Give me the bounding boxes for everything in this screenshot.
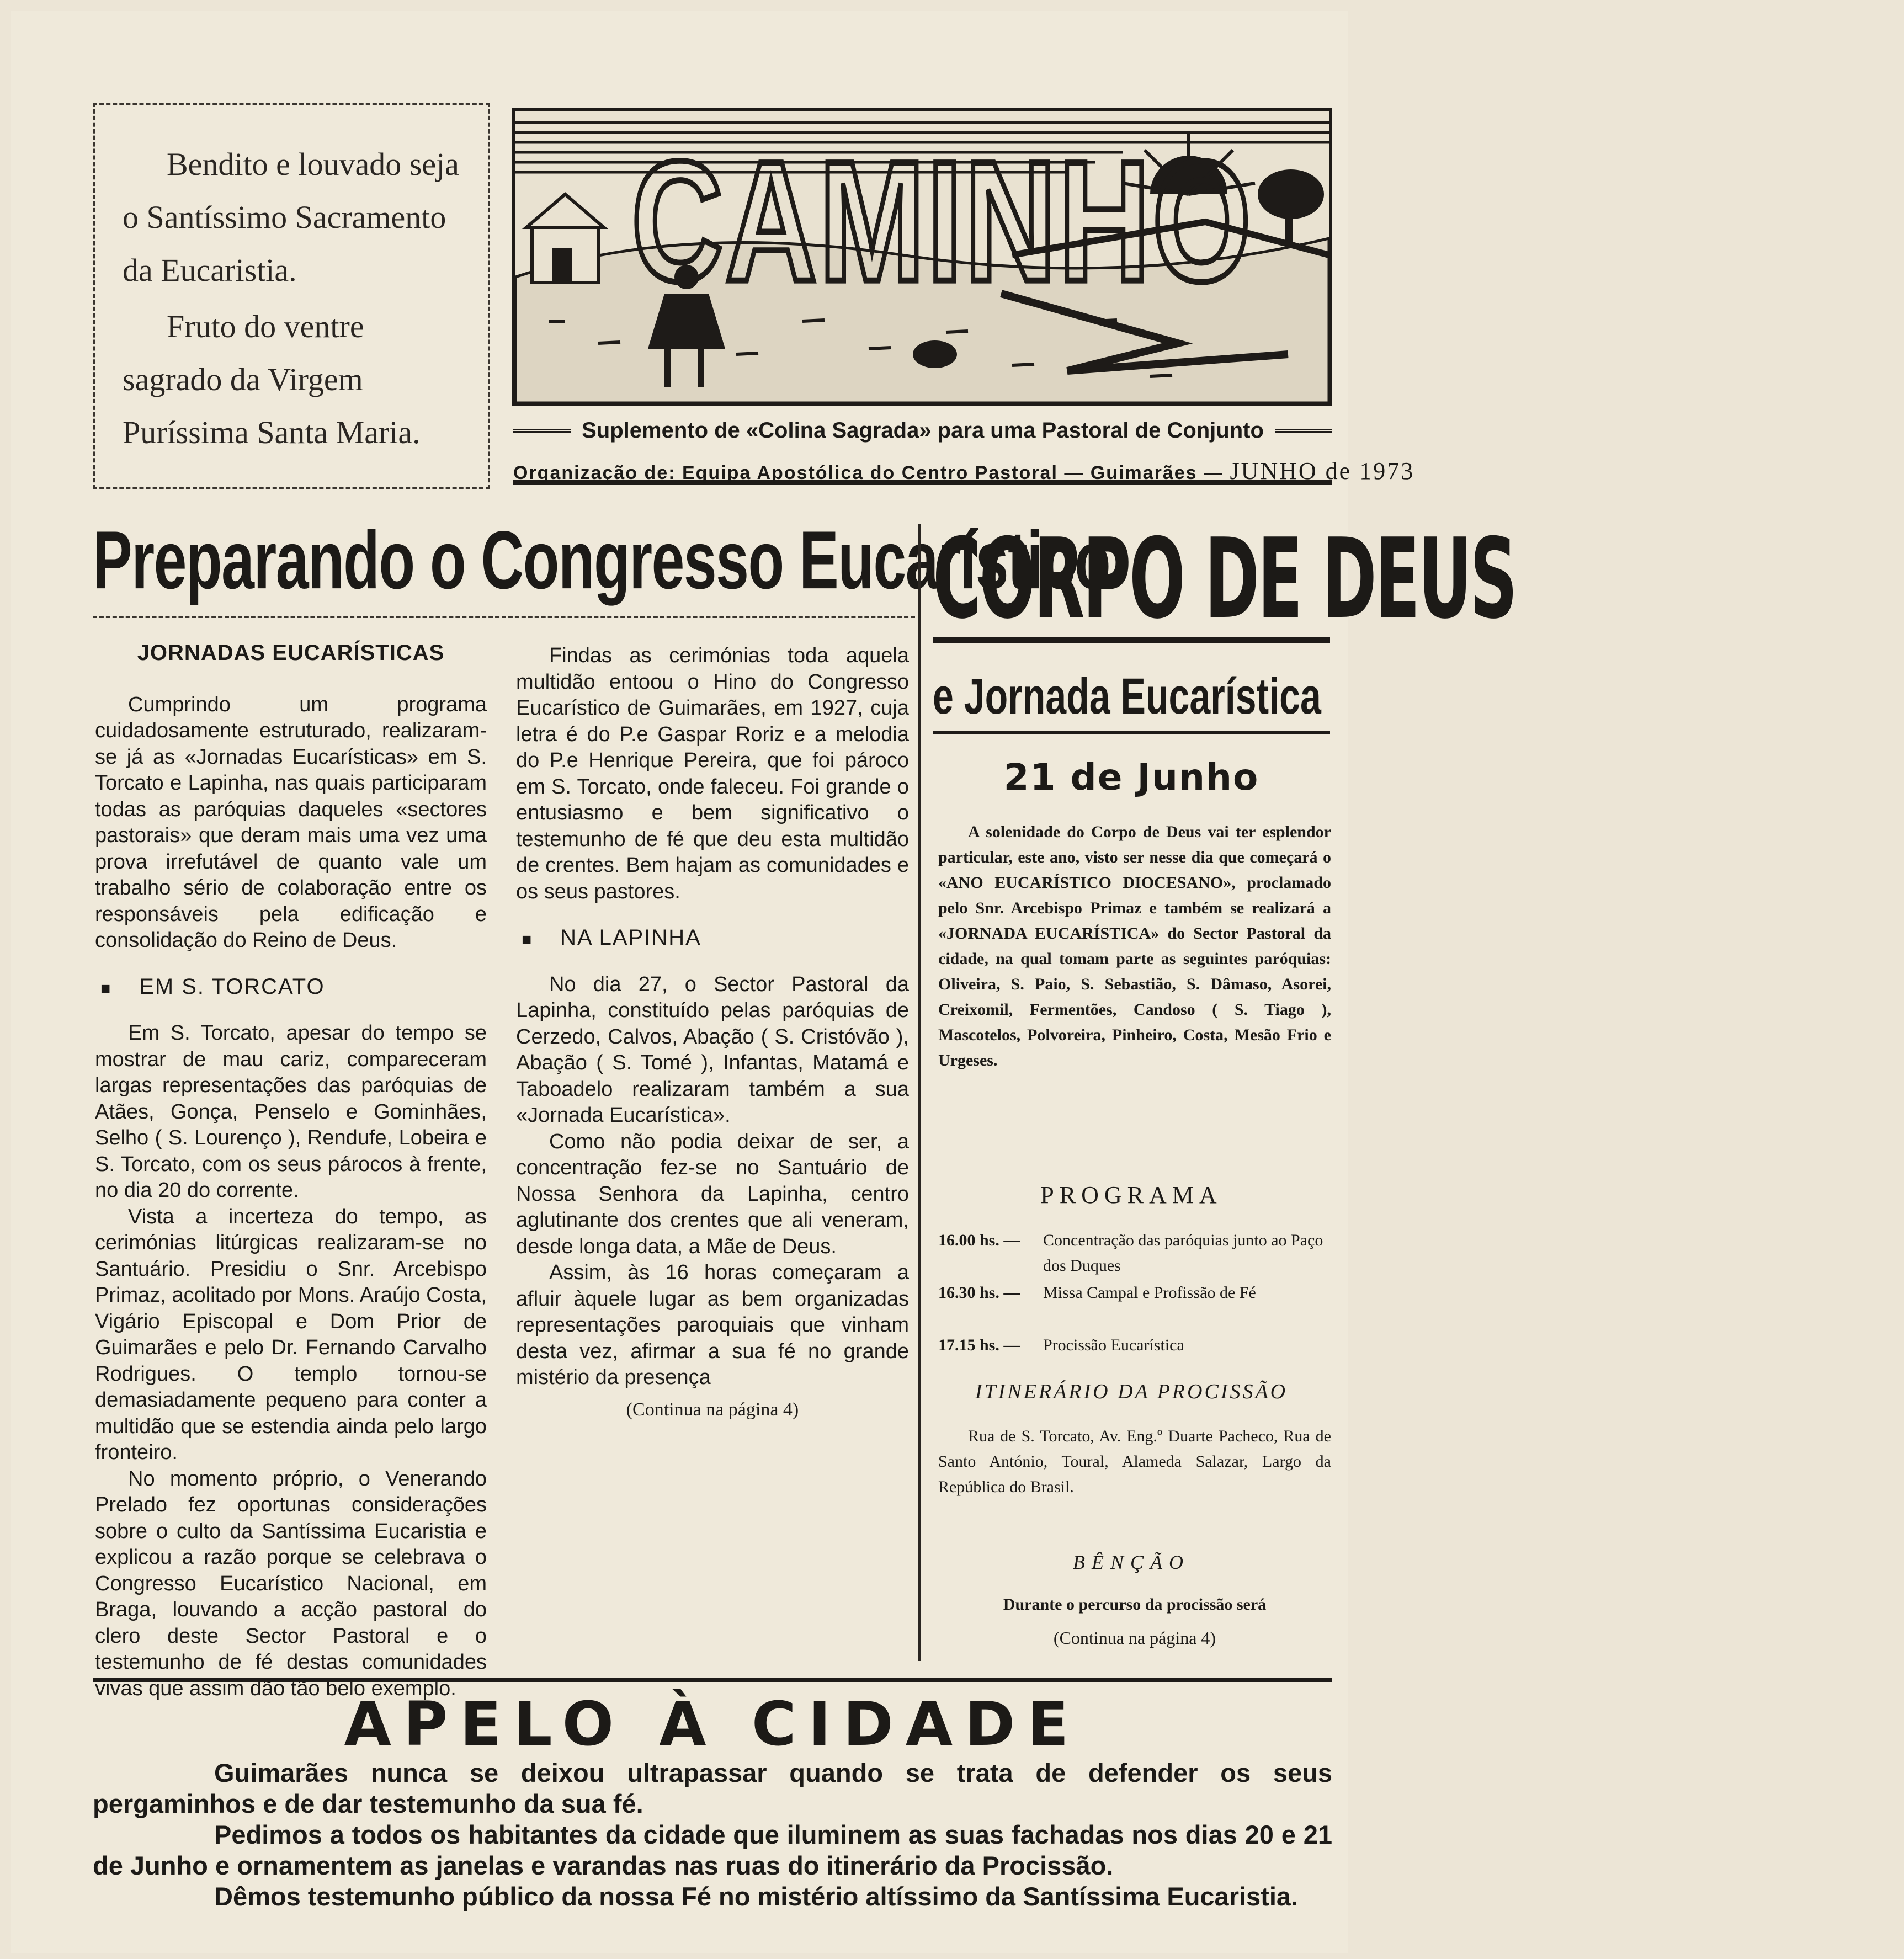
issue-date: JUNHO de 1973 bbox=[1230, 457, 1415, 485]
article-paragraph: Assim, às 16 horas começaram a afluir àquele lugar as bem organizadas representações paroquiais que vinham desta vez, afirmar a sua fé no grande mistério da presença bbox=[516, 1261, 909, 1389]
motto-box bbox=[93, 103, 490, 489]
main-headline bbox=[93, 513, 1110, 618]
article-paragraph: No dia 27, o Sector Pastoral da Lapinha, constituído pelas paróquias de Cerzedo, Calvos, Abação ( S. Cristóvão ), Abação ( S. Tomé ), Infantas, Matamá e Taboadelo realizaram também a sua «Jornada Eucarística». bbox=[516, 972, 909, 1127]
article-column-2 bbox=[516, 643, 909, 1423]
article-paragraph: Em S. Torcato, apesar do tempo se mostrar de mau cariz, compareceram largas representações das paróquias de Atães, Gonça, Penselo e Gominhães, Selho ( S. Lourenço ), Rendufe, Lobeira e S. Torcato, com os seus párocos à frente, no dia 20 do corrente. bbox=[95, 1021, 487, 1202]
supplement-text: Suplemento de «Colina Sagrada» para uma Pastoral de Conjunto bbox=[582, 418, 1264, 443]
article-column-1 bbox=[95, 640, 487, 1702]
bencao-title: BÊNÇÃO bbox=[1073, 1551, 1190, 1573]
motto-line-2: Fruto do ventre sagrado da Virgem Puríssima Santa Maria. bbox=[123, 308, 421, 450]
motto-line-1: Bendito e louvado seja o Santíssimo Sacramento da Eucaristia. bbox=[123, 146, 459, 288]
program-title: PROGRAMA bbox=[1040, 1181, 1222, 1209]
appeal-paragraph: Dêmos testemunho público da nossa Fé no mistério altíssimo da Santíssima Eucaristia. bbox=[214, 1882, 1299, 1911]
itinerary-text: Rua de S. Torcato, Av. Eng.º Duarte Pacheco, Rua de Santo António, Toural, Alameda Salazar, Largo da República do Brasil. bbox=[938, 1427, 1331, 1496]
side-continued-note: (Continua na página 4) bbox=[1053, 1628, 1216, 1648]
masthead-title: CAMINHO bbox=[631, 125, 1253, 317]
continued-note: (Continua na página 4) bbox=[626, 1399, 799, 1420]
appeal-text bbox=[93, 1758, 1332, 1912]
bencao-text: Durante o percurso da procissão será bbox=[1003, 1595, 1267, 1614]
itinerary-title: ITINERÁRIO DA PROCISSÃO bbox=[975, 1380, 1288, 1403]
article-paragraph: Vista a incerteza do tempo, as cerimónias litúrgicas realizaram-se no Santuário. Presidiu o Snr. Arcebispo Primaz, acolitado por Mons. Araújo Costa, Vigário Episcopal e Dom Prior de Guimarães e pelo Dr. Fernando Carvalho Rodrigues. O templo tornou-se demasiadamente pequeno para conter a multidão que se estendia ainda pelo largo fronteiro. bbox=[95, 1205, 487, 1464]
appeal-divider bbox=[93, 1678, 1332, 1682]
event-date: 21 de Junho bbox=[1003, 756, 1259, 798]
article-paragraph: Como não podia deixar de ser, a concentração fez-se no Santuário de Nossa Senhora da Lapinha, centro aglutinante dos crentes que ali veneram, desde longa data, a Mãe de Deus. bbox=[516, 1130, 909, 1258]
headline-text: Preparando o Congresso Eucarístico bbox=[93, 514, 1110, 606]
masthead-illustration bbox=[512, 108, 1332, 406]
side-subtitle: e Jornada Eucarística bbox=[933, 668, 1330, 734]
program-item: 16.00 hs. — Concentração das paróquias junto ao Paço dos Duques bbox=[938, 1231, 1323, 1275]
appeal-paragraph: Guimarães nunca se deixou ultrapassar quando se trata de defender os seus pergaminhos e de dar testemunho da sua fé. bbox=[93, 1758, 1332, 1818]
article-subhead: JORNADAS EUCARÍSTICAS bbox=[137, 641, 445, 665]
article-paragraph: Cumprindo um programa cuidadosamente estruturado, realizaram-se já as «Jornadas Eucarísticas» em S. Torcato e Lapinha, nas quais participaram todas as paróquias daqueles «sectores pastorais» que deram mais uma vez uma prova irrefutável de quanto vale um trabalho sério de colaboração entre os responsáveis pela edificação e consolidação do Reino de Deus. bbox=[95, 693, 487, 952]
organization-text: Organização de: Equipa Apostólica do Centro Pastoral — Guimarães — bbox=[513, 462, 1224, 483]
program-item: 17.15 hs. — Procissão Eucarística bbox=[938, 1336, 1184, 1354]
column-divider bbox=[918, 524, 921, 1661]
organization-line bbox=[513, 451, 1415, 485]
appeal-paragraph: Pedimos a todos os habitantes da cidade que iluminem as suas fachadas nos dias 20 e 21 de Junho e ornamentem as janelas e varandas nas ruas do itinerário da Procissão. bbox=[93, 1820, 1332, 1880]
supplement-line bbox=[513, 415, 1332, 446]
article-paragraph: Findas as cerimónias toda aquela multidão entoou o Hino do Congresso Eucarístico de Guimarães, em 1927, cuja letra é do P.e Gaspar Roriz e a melodia do P.e Henrique Pereira, que foi pároco em S. Torcato, onde faleceu. Foi grande o entusiasmo e bem significativo o testemunho de fé que deu esta multidão de crentes. Bem hajam as comunidades e os seus pastores. bbox=[516, 644, 909, 903]
section-heading-lapinha: ■ NA LAPINHA bbox=[522, 925, 909, 953]
section-heading-s-torcato: ■ EM S. TORCATO bbox=[100, 974, 487, 1002]
appeal-title: APELO À CIDADE bbox=[344, 1689, 1081, 1759]
program-item: 16.30 hs. — Missa Campal e Profissão de Fé bbox=[938, 1284, 1256, 1302]
side-title: CORPO DE DEUS bbox=[933, 515, 1516, 643]
side-intro: A solenidade do Corpo de Deus vai ter esplendor particular, este ano, visto ser nesse dia que começará o «ANO EUCARÍSTICO DIOCESANO», proclamado pelo Snr. Arcebispo Primaz e também se realizará a «JORNADA EUCARÍSTICA» do Sector Pastoral da cidade, na qual tomam parte as seguintes paróquias: Oliveira, S. Paio, S. Sebastião, S. Dâmaso, Asorei, Creixomil, Fermentões, Candoso ( S. Tiago ), Mascotelos, Polvoreira, Pinheiro, Costa, Mesão Frio e Urgeses. bbox=[938, 823, 1331, 1069]
article-paragraph: No momento próprio, o Venerando Prelado fez oportunas considerações sobre o culto da Santíssima Eucaristia e explicou a razão porque se celebrava o Congresso Eucarístico Nacional, em Braga, louvando a acção pastoral do clero deste Sector Pastoral e o testemunho de fé destas comunidades vivas que assim dão tão belo exemplo. bbox=[95, 1467, 487, 1700]
